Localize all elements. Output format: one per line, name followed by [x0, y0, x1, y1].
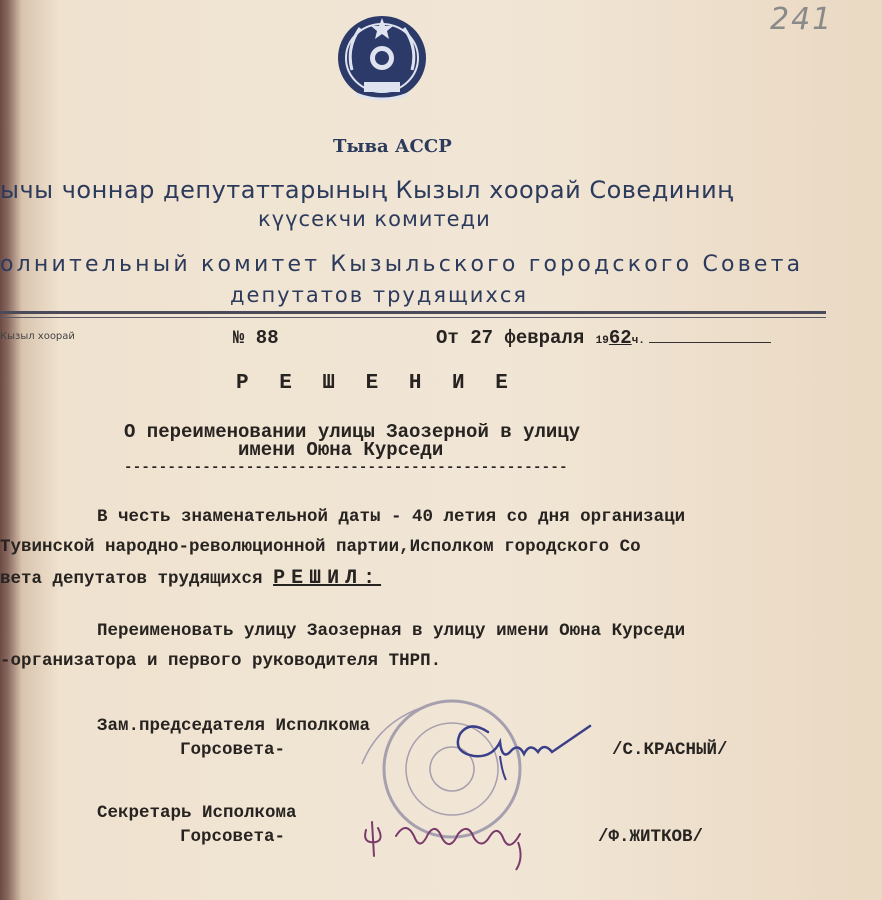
document-date: [436, 327, 771, 349]
date-rule: [649, 342, 771, 343]
document-title: Р Е Ш Е Н И Е: [236, 372, 517, 395]
header-divider: [0, 311, 826, 314]
body-paragraph-2-line-1: Переименовать улицу Заозерная в улицу имени Оюна Курседи: [97, 621, 686, 641]
header-russian-line-1: олнительный комитет Кызыльского городского Совета: [0, 252, 804, 277]
header-tuvan-line-2: күүсекчи комитеди: [258, 207, 491, 231]
deputy-org: Горсовета-: [180, 740, 286, 760]
body-paragraph-1-line-1: В честь знаменательной даты - 40 летия со дня организаци: [97, 507, 686, 527]
header-russian-line-2: депутатов трудящихся: [230, 283, 529, 307]
year-unit: ч.: [631, 335, 645, 347]
subject-line-1: О переименовании улицы Заозерной в улицу: [124, 421, 581, 443]
city-label: Кызыл хоорай: [0, 331, 75, 342]
secretary-name: /Ф.ЖИТКОВ/: [598, 827, 704, 847]
secretary-title: Секретарь Исполкома: [97, 803, 297, 823]
subject-underline: ---------------------------------------------------: [124, 460, 568, 476]
year-prefix: 19: [595, 335, 609, 347]
body-paragraph-2-line-2: -организатора и первого руководителя ТНРП.: [0, 651, 442, 671]
deputy-title: Зам.председателя Исполкома: [97, 716, 371, 736]
deputy-name: /С.КРАСНЫЙ/: [612, 740, 728, 760]
year-suffix: 62: [608, 327, 632, 349]
subject-line-2: имени Оюна Курседи: [238, 439, 444, 461]
republic-title: Тыва АССР: [333, 136, 452, 157]
header-tuvan-line-1: ычы чоннар депутаттарының Кызыл хоорай Совединиң: [0, 176, 734, 204]
decided-label: РЕШИЛ:: [273, 567, 382, 590]
archive-page-number: 241: [770, 2, 834, 37]
body-paragraph-1-line-3: [0, 567, 381, 590]
body-line-3-text: вета депутатов трудящихся: [0, 569, 263, 589]
secretary-org: Горсовета-: [180, 827, 286, 847]
secretary-signature-icon: [358, 812, 548, 872]
document-number: № 88: [233, 327, 279, 349]
coat-of-arms-icon: [334, 8, 430, 108]
header-divider-thin: [0, 317, 826, 318]
date-text: От 27 февраля: [436, 327, 585, 349]
body-paragraph-1-line-2: Тувинской народно-революционной партии,Исполком городского Со: [0, 537, 641, 557]
deputy-signature-icon: [440, 712, 600, 782]
